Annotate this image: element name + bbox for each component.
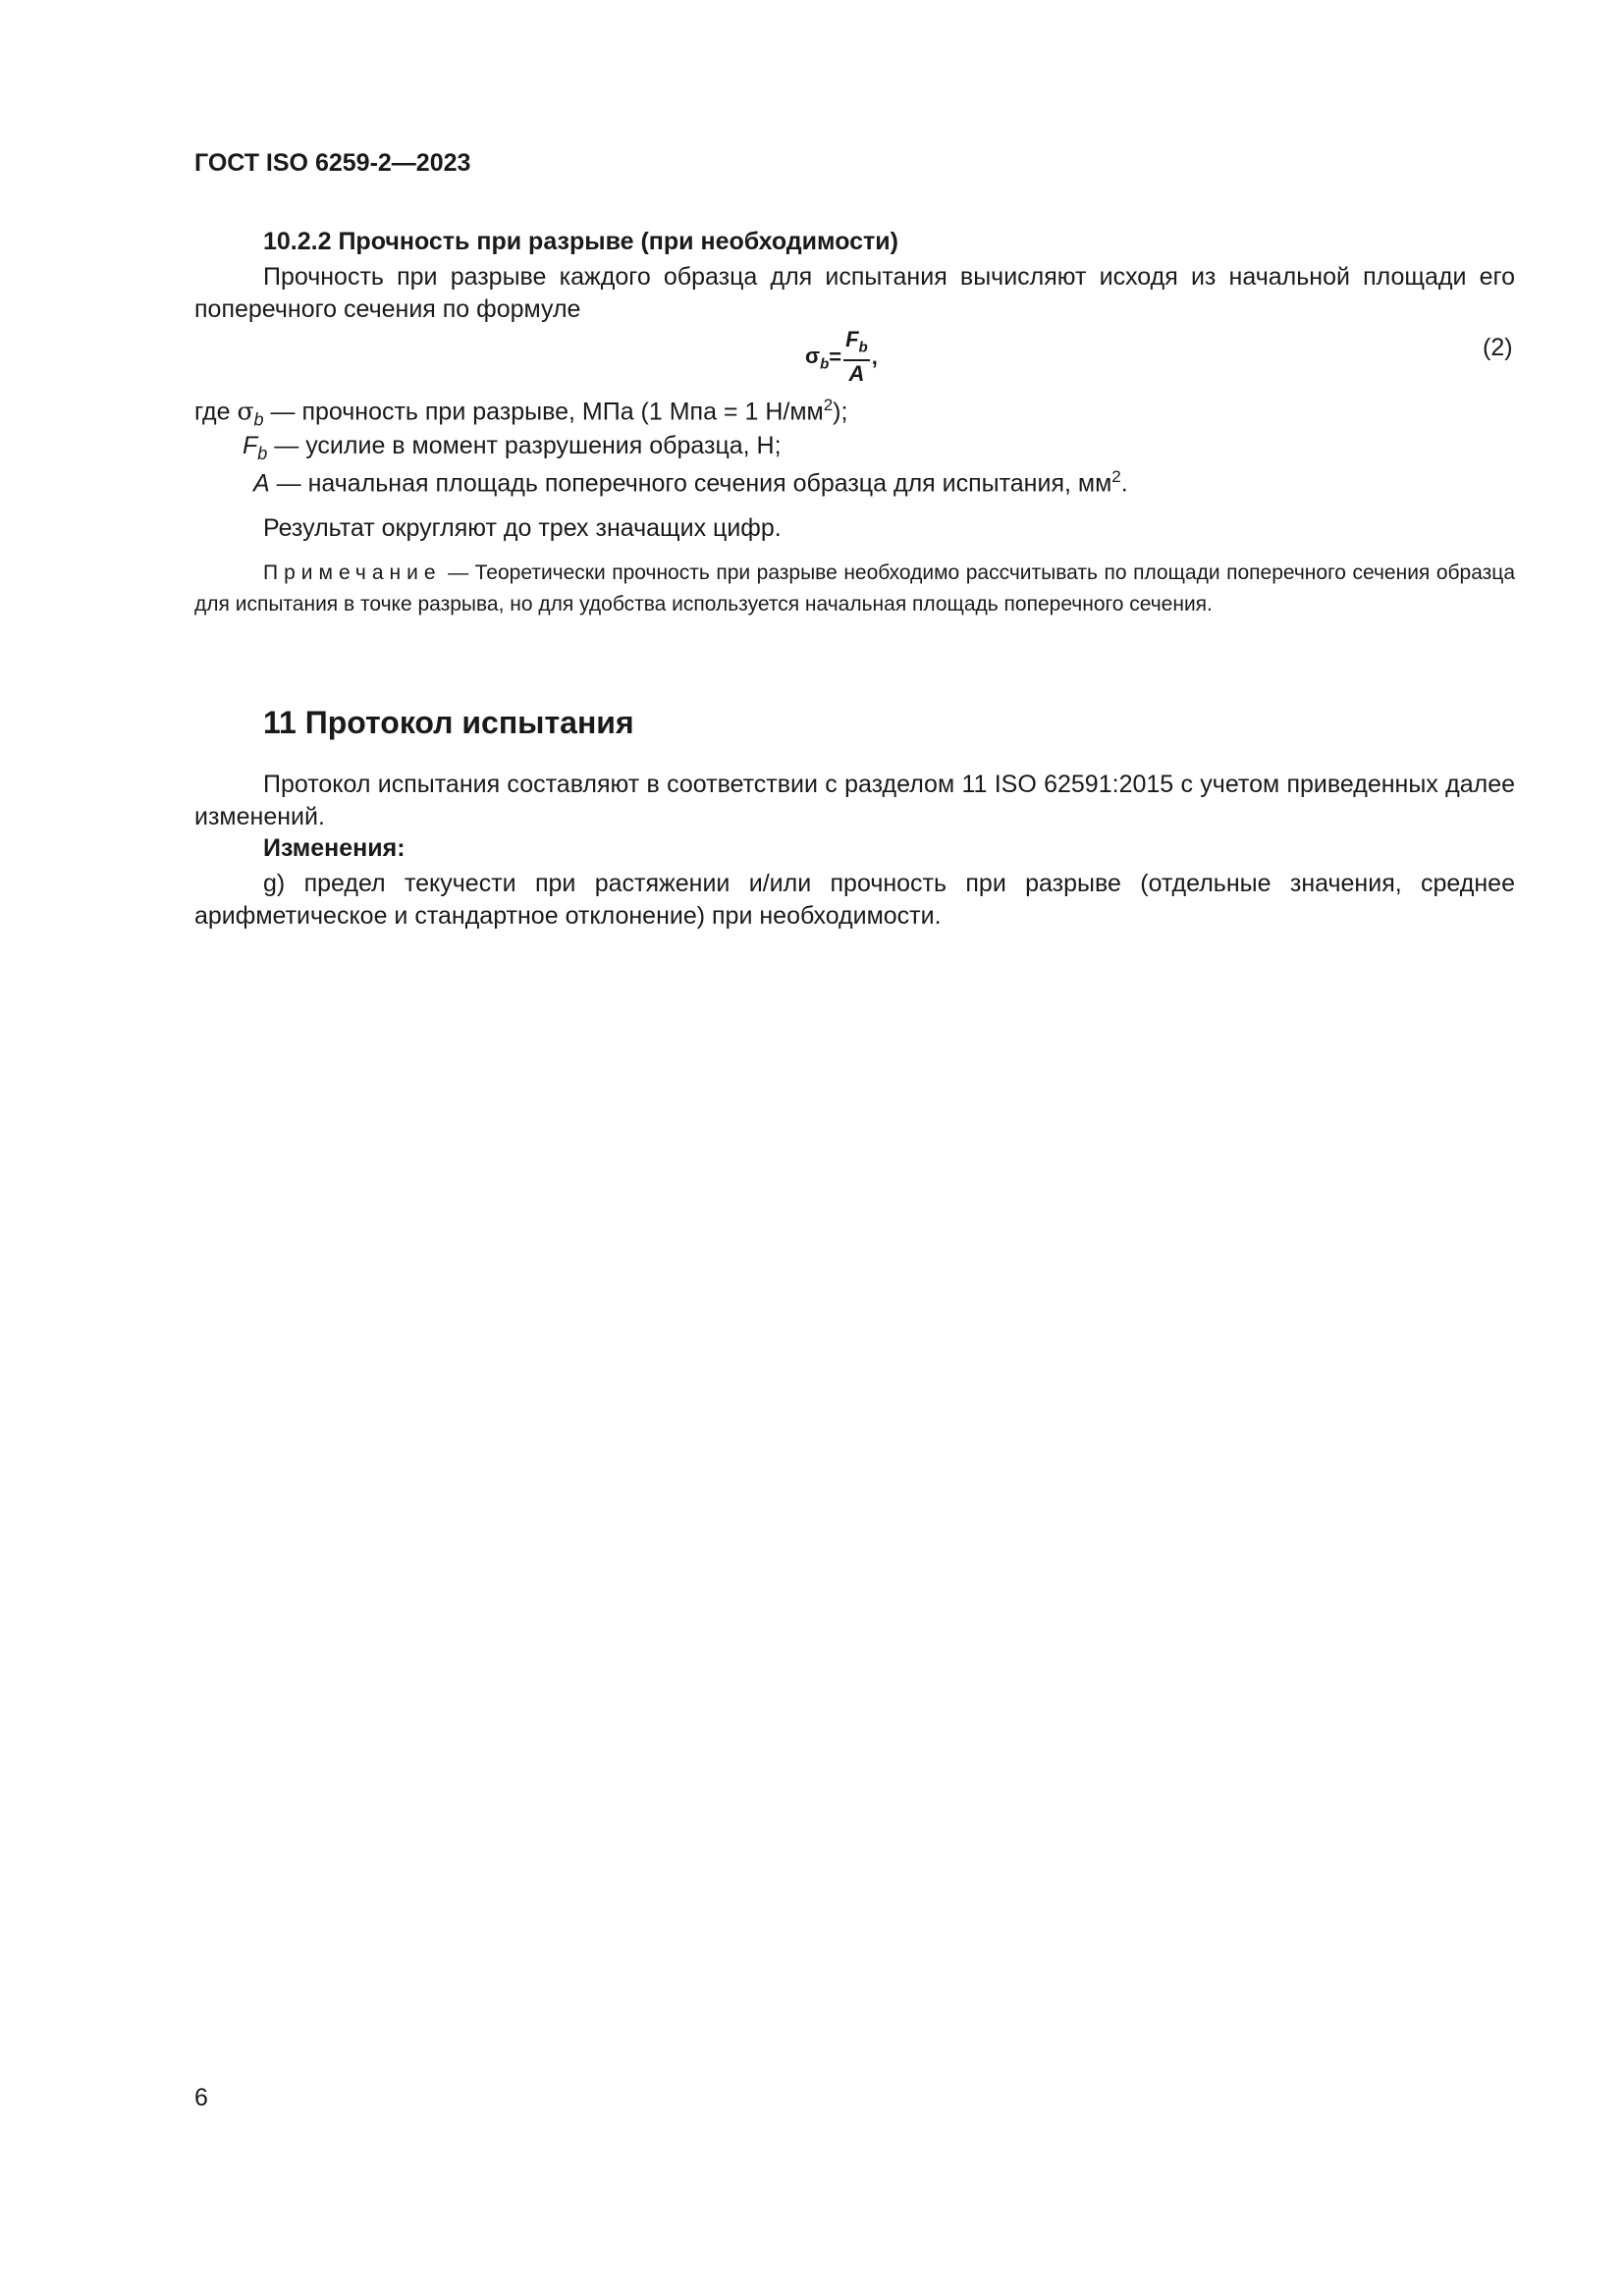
variable-superscript: 2 bbox=[1111, 467, 1121, 486]
formula bbox=[805, 328, 878, 387]
formula-numerator-sub: b bbox=[858, 339, 868, 356]
subsection-intro-paragraph: Прочность при разрыве каждого образца для испытания вычисляют исходя из начальной площади его поперечного сечения по формуле bbox=[194, 263, 1515, 323]
variable-suffix: . bbox=[1120, 469, 1128, 498]
page-number: 6 bbox=[194, 2084, 208, 2111]
variable-prefix: где bbox=[194, 398, 238, 426]
variable-subscript: b bbox=[257, 444, 268, 463]
variable-subscript: b bbox=[253, 409, 264, 430]
formula-numerator bbox=[843, 328, 870, 361]
rounding-note: Результат округляют до трех значащих цифр. bbox=[263, 514, 782, 542]
formula-denominator: A bbox=[848, 361, 865, 387]
variable-suffix: ); bbox=[833, 398, 848, 426]
document-header: ГОСТ ISO 6259-2—2023 bbox=[194, 149, 471, 177]
variable-description: начальная площадь поперечного сечения образца для испытания, мм bbox=[307, 469, 1112, 498]
formula-trailing-comma: , bbox=[871, 345, 878, 370]
variable-dash: — bbox=[263, 398, 302, 426]
section-title: 11 Протокол испытания bbox=[263, 705, 634, 740]
note-paragraph bbox=[194, 558, 1515, 620]
section-paragraph: Протокол испытания составляют в соответствии с разделом 11 ISO 62591:2015 с учетом приведенных далее изменений. bbox=[194, 771, 1515, 830]
variable-superscript: 2 bbox=[823, 396, 834, 414]
note-text: Теоретически прочность при разрыве необходимо рассчитывать по площади поперечного сечения образца для испытания в точке разрыва, но для удобства используется начальная площадь поперечного сечения. bbox=[194, 561, 1516, 615]
note-dash: — bbox=[441, 561, 475, 584]
note-label: Примечание bbox=[263, 561, 442, 584]
variable-definition-area bbox=[253, 467, 1128, 498]
variable-symbol: A bbox=[253, 469, 270, 498]
change-item-g: g) предел текучести при растяжении и/или прочность при разрыве (отдельные значения, среднее арифметическое и стандартное отклонение) при необходимости. bbox=[194, 870, 1515, 930]
formula-number: (2) bbox=[1483, 334, 1513, 361]
variable-definition-force bbox=[243, 432, 782, 464]
variable-symbol: F bbox=[243, 432, 258, 459]
formula-equals: = bbox=[829, 345, 842, 370]
variable-definition-sigma bbox=[194, 396, 847, 430]
formula-lhs-sub: b bbox=[820, 354, 830, 372]
formula-lhs-symbol: σ bbox=[805, 343, 821, 368]
subsection-title: 10.2.2 Прочность при разрыве (при необходимости) bbox=[263, 228, 898, 255]
variable-description: усилие в момент разрушения образца, Н; bbox=[305, 432, 782, 459]
changes-label: Изменения: bbox=[263, 834, 406, 862]
variable-description: прочность при разрыве, МПа (1 Мпа = 1 Н/мм bbox=[301, 398, 824, 426]
variable-dash: — bbox=[267, 432, 306, 459]
formula-numerator-symbol: F bbox=[845, 327, 859, 351]
variable-dash: — bbox=[269, 469, 308, 498]
formula-fraction bbox=[843, 328, 870, 387]
formula-lhs bbox=[805, 344, 829, 372]
variable-symbol: σ bbox=[237, 397, 254, 426]
